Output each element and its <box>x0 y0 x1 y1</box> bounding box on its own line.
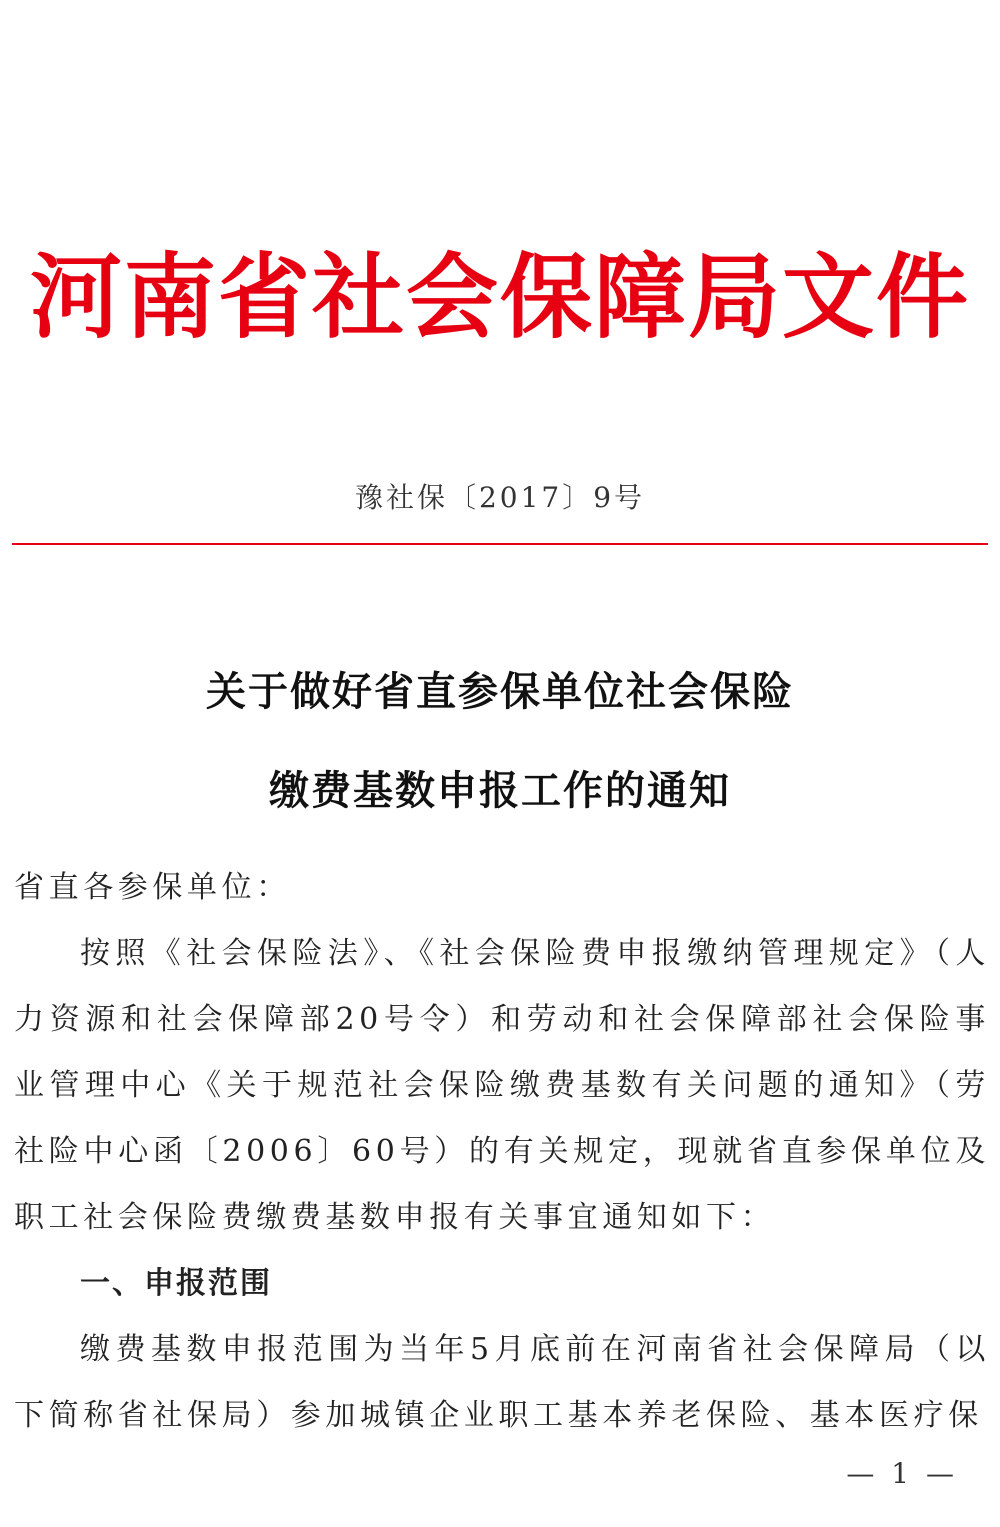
notice-body <box>14 855 990 1449</box>
notice-title-line-2: 缴费基数申报工作的通知 <box>269 768 731 814</box>
document-masthead: 河南省社会保障局文件 <box>29 244 970 351</box>
section-heading-scope: 一、申报范围 <box>80 1266 272 1301</box>
document-number: 豫社保〔2017〕9号 <box>354 481 646 514</box>
paragraph-intro: 按照《社会保险法》、《社会保险费申报缴纳管理规定》（人力资源和社会保障部20号令）和劳动和社会保障部社会保险事业管理中心《关于规范社会保险缴费基数有关问题的通知》（劳社险中心函〔2006〕60号）的有关规定，现就省直参保单位及职工社会保险费缴费基数申报有关事宜通知如下： <box>14 936 990 1235</box>
salutation: 省直各参保单位： <box>14 870 291 905</box>
notice-title-line-1: 关于做好省直参保单位社会保险 <box>206 669 794 715</box>
red-divider-rule <box>12 543 988 545</box>
paragraph-scope: 缴费基数申报范围为当年5月底前在河南省社会保障局（以下简称省社保局）参加城镇企业职工基本养老保险、基本医疗保 <box>14 1332 990 1433</box>
page-number: — 1 — <box>846 1457 958 1490</box>
